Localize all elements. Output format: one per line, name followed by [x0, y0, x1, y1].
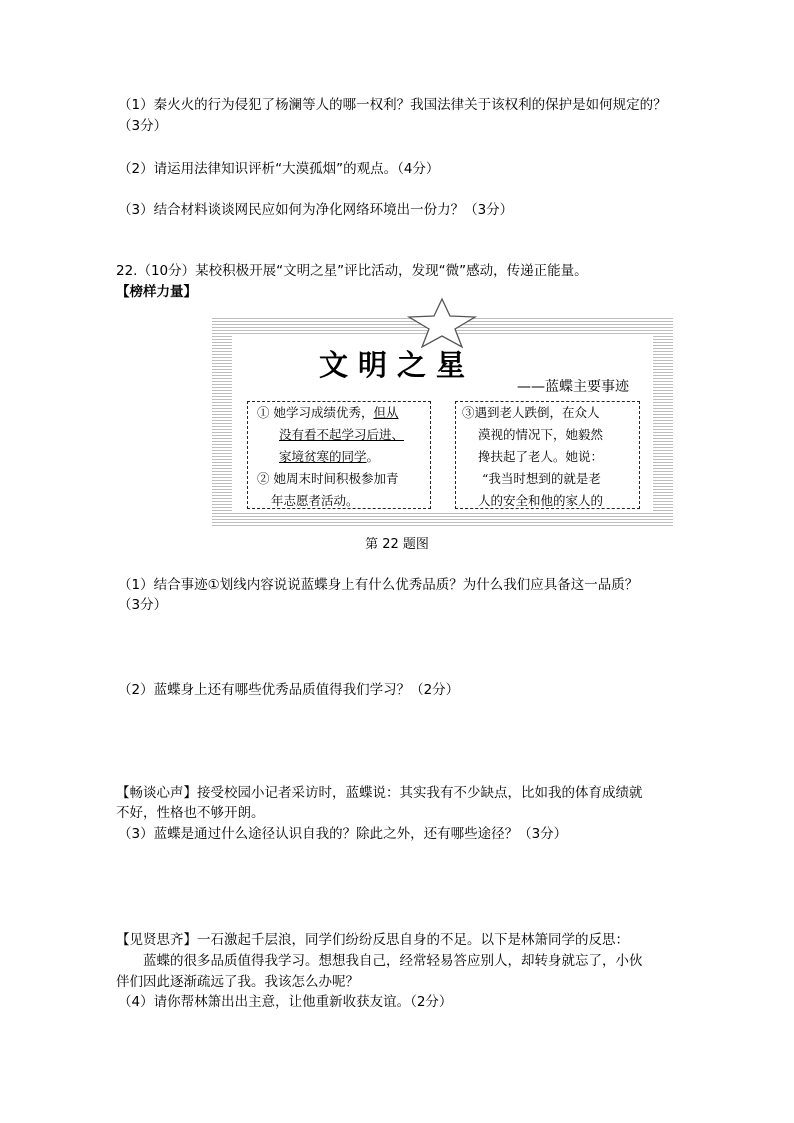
deed-3-text: 搀扶起了老人。她说： — [478, 449, 604, 464]
q22-sub1-score: （3分） — [118, 597, 168, 613]
figure-subtitle: ——蓝蝶主要事迹 — [517, 379, 629, 395]
deed-1-text: ① 她学习成绩优秀， — [257, 405, 374, 420]
q21-sub2: （2）请运用法律知识评析“大漠孤烟”的观点。（4分） — [118, 161, 440, 177]
section-speak-mind: 【畅谈心声】接受校园小记者采访时，蓝蝶说：其实我有不少缺点，比如我的体育成绩就 — [116, 785, 643, 801]
q22-sub1: （1）结合事迹①划线内容说说蓝蝶身上有什么优秀品质？为什么我们应具备这一品质？ — [118, 577, 639, 593]
q22-sub3: （3）蓝蝶是通过什么途径认识自我的？除此之外，还有哪些途径？（3分） — [118, 826, 568, 842]
section-heading-role-model: 【榜样力量】 — [116, 284, 197, 300]
deed-3-text: 漠视的情况下，她毅然 — [478, 427, 604, 442]
deed-box-left — [247, 401, 431, 509]
figure-title: 文明之星 — [318, 348, 475, 382]
deed-3-text: 人的安全和他的家人的 — [478, 493, 604, 508]
q22-sub2: （2）蓝蝶身上还有哪些优秀品质值得我们学习？（2分） — [118, 682, 460, 698]
q21-sub1: （1）秦火火的行为侵犯了杨澜等人的哪一权利？我国法律关于该权利的保护是如何规定的？ — [118, 97, 667, 113]
section-learn-from-others: 【见贤思齐】一石激起千层浪，同学们纷纷反思自身的不足。以下是林箫同学的反思： — [116, 932, 629, 948]
deed-3-text: ③遇到老人跌倒，在众人 — [462, 405, 600, 420]
q22-stem: 22.（10分）某校积极开展“文明之星”评比活动，发现“微”感动，传递正能量。 — [116, 263, 588, 279]
deed-1-underline: 没有看不起学习后进、 — [279, 427, 405, 442]
section-speak-mind-cont: 不好，性格也不够开朗。 — [116, 805, 265, 821]
deed-2-text: ② 她周末时间积极参加青 — [257, 471, 399, 486]
deed-1-period: 。 — [366, 449, 380, 464]
deed-box-right — [455, 401, 640, 509]
q22-sub4: （4）请你帮林箫出出主意，让他重新收获友谊。（2分） — [118, 994, 453, 1010]
reflection-text: 蓝蝶的很多品质值得我学习。想想我自己，经常轻易答应别人，却转身就忘了，小伙 — [143, 953, 643, 969]
deed-3-text: “我当时想到的就是老 — [482, 471, 601, 486]
deed-2-text: 年志愿者活动。 — [271, 493, 359, 508]
deed-1-underline: 但从 — [373, 405, 399, 420]
figure-caption: 第 22 题图 — [365, 537, 429, 552]
deed-1-underline: 家境贫寒的同学 — [279, 449, 367, 464]
q21-sub3: （3）结合材料谈谈网民应如何为净化网络环境出一份力？（3分） — [118, 202, 514, 218]
star-icon — [405, 297, 479, 349]
reflection-text-cont: 伴们因此逐渐疏远了我。我该怎么办呢？ — [116, 974, 359, 990]
q21-sub1-score: （3分） — [118, 118, 168, 134]
